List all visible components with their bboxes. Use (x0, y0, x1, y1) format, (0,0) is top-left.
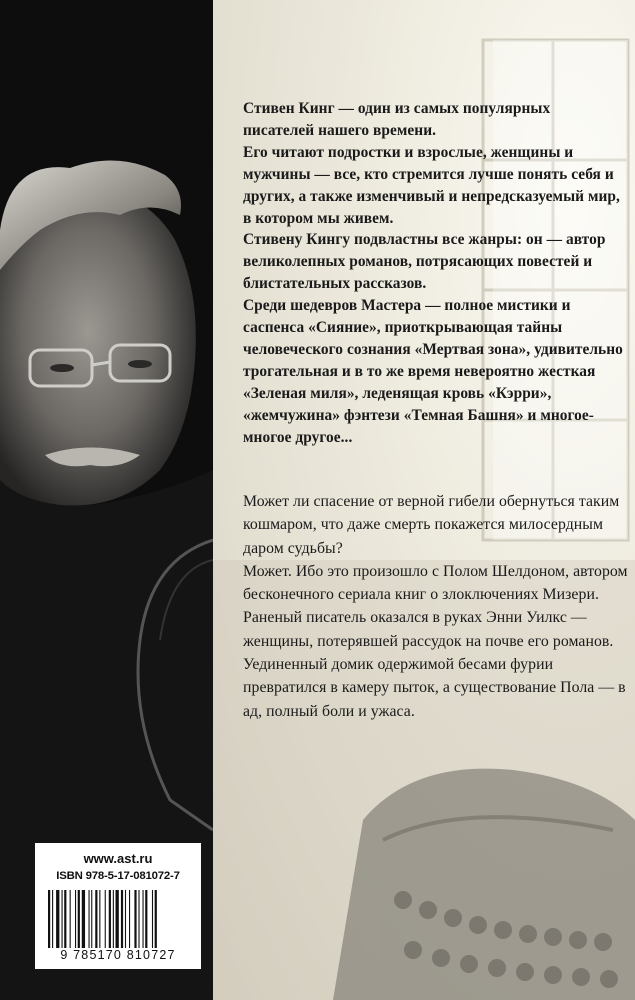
bio-paragraph: Стивен Кинг — один из самых популярных писателей нашего времени. (243, 100, 551, 139)
barcode-digits: 9 785170 810727 (60, 948, 176, 962)
synopsis-paragraph: Раненый писатель оказался в руках Энни Уилкс — женщины, потерявшей рассудок на почве его романов. Уединенный домик одержимой бесами фурии превратился в камеру пыток, а существование Пола — в ад, полный боли и ужаса. (243, 609, 626, 720)
synopsis-paragraph: Может ли спасение от верной гибели обернуться таким кошмаром, что даже смерть покажется милосердным даром судьбы? (243, 493, 620, 557)
bio-paragraph: Среди шедевров Мастера — полное мистики и саспенса «Сияние», приоткрывающая тайны человеческого сознания «Мертвая зона», удивительно трогательная и в то же время невероятно жесткая «Зеленая миля», леденящая кровь «Кэрри», «жемчужина» фэнтези «Темная Башня» и многое-многое другое... (243, 297, 623, 446)
bio-paragraph: Стивену Кингу подвластны все жанры: он — автор великолепных романов, потрясающих повестей и блистательных рассказов. (243, 231, 606, 293)
book-synopsis (243, 490, 628, 723)
publisher-website: www.ast.ru (83, 851, 153, 866)
publisher-barcode-box (35, 843, 201, 969)
synopsis-paragraph: Может. Ибо это произошло с Полом Шелдоном, автором бесконечного сериала книг о злоключениях Мизери. (243, 562, 628, 604)
bio-paragraph: Его читают подростки и взрослые, женщины и мужчины — все, кто стремится лучше понять себя и других, а также изменчивый и непредсказуемый мир, в котором мы живем. (243, 143, 620, 227)
isbn-number: ISBN 978-5-17-081072-7 (56, 870, 180, 882)
author-bio (243, 98, 623, 449)
author-photo-panel (0, 0, 213, 1000)
barcode-graphic (46, 890, 192, 952)
